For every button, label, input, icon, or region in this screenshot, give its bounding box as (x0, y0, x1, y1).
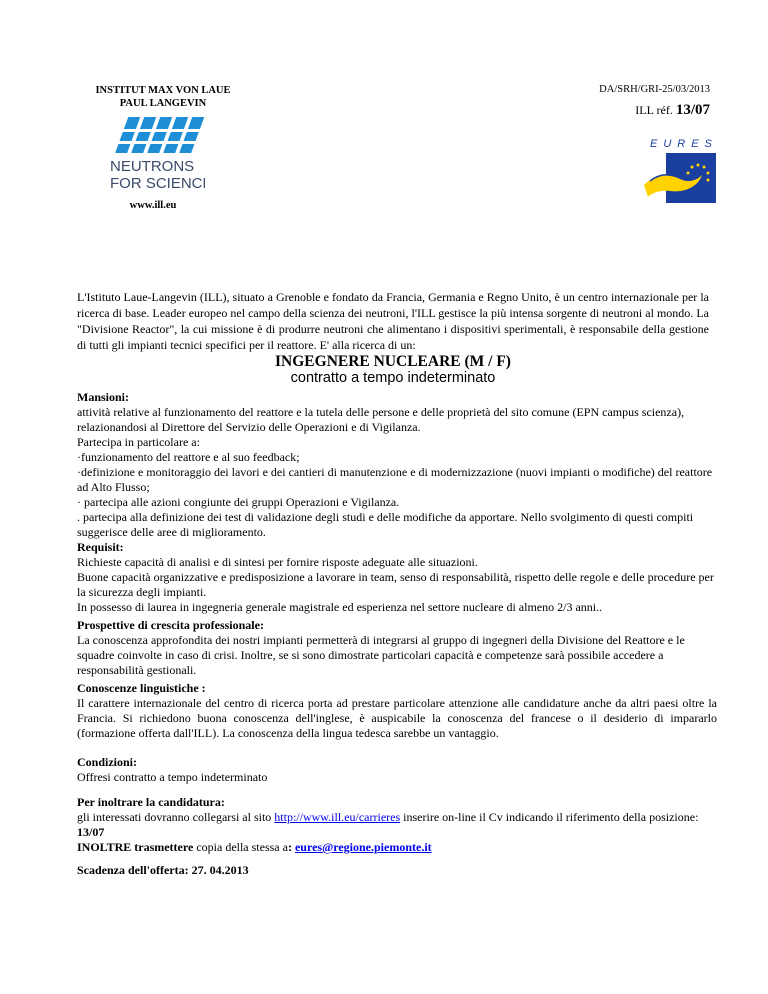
candidatura-text-after: inserire on-line il Cv indicando il riferimento della posizione: (400, 810, 699, 824)
mansioni-heading: Mansioni: (77, 390, 130, 404)
mansioni-line: ·funzionamento del reattore e al suo feedback; (77, 450, 300, 464)
send-copy-line (77, 840, 717, 855)
requisiti-line: Richieste capacità di analisi e di sintesi per fornire risposte adeguate alle situazioni. (77, 555, 478, 569)
requisiti-line: Buone capacità organizzative e predisposizione a lavorare in team, senso di responsabilità, rispetto delle regole e delle procedure per la sicurezza degli impianti. (77, 570, 714, 599)
careers-link[interactable]: http://www.ill.eu/carrieres (274, 810, 401, 824)
reference (560, 102, 710, 119)
eures-logo (640, 135, 720, 205)
also-text: copia della stessa a (193, 840, 288, 854)
website: www.ill.eu (129, 200, 177, 211)
job-title: INGEGNERE NUCLEARE (M / F) (275, 353, 511, 370)
position-ref: 13/07 (77, 825, 105, 839)
intro-paragraph: L'Istituto Laue-Langevin (ILL), situato a Grenoble e fondato da Francia, Germania e Regno Unito, è un centro internazionale per la ricerca di base. Leader europeo nel campo della scienza dei neutroni, l'ILL gestisce la più intensa sorgente di neutroni al mondo. La "Divisione Reactor", la cui missione è di produrre neutroni che alimentano i dispositivi sperimentali, è responsabile della gestione di tutti gli impianti tecnici specifici per il reattore. E' alla ricerca di un: (77, 290, 709, 352)
institute-name (88, 84, 238, 110)
requisiti-section (77, 540, 717, 615)
reference-label: ILL réf. (635, 103, 673, 117)
mansioni-section (77, 390, 717, 540)
prospettive-heading: Prospettive di crescita professionale: (77, 618, 264, 632)
mansioni-line: ·definizione e monitoraggio dei lavori e dei cantieri di manutenzione e di modernizzazione (nuovi impianti o modifiche) del reattore ad Alto Flusso; (77, 465, 713, 494)
prospettive-section (77, 618, 717, 678)
email-link[interactable]: eures@regione.piemonte.it (294, 840, 432, 854)
candidatura-heading: Per inoltrare la candidatura: (77, 795, 225, 809)
also-colon: : (287, 840, 295, 854)
prospettive-text: La conoscenza approfondita dei nostri impianti permetterà di integrarsi al gruppo di ingegneri della Divisione del Reattore e le squadre coinvolte in caso di crisi. Inoltre, se si sono dimostrate particolari capacità e competenze sarà possibile accedere a responsabilità gestionali. (77, 633, 685, 677)
contract-type: contratto a tempo indeterminato (290, 370, 496, 386)
institute-line-1: INSTITUT MAX VON LAUE (95, 85, 231, 96)
reference-number: 13/07 (675, 102, 710, 118)
mansioni-line: Partecipa in particolare a: (77, 435, 200, 449)
requisiti-heading: Requisit: (77, 540, 124, 554)
ill-logo (105, 115, 205, 193)
logo-text-1: NEUTRONS (110, 158, 195, 175)
deadline: Scadenza dell'offerta: 27. 04.2013 (77, 863, 249, 877)
institute-line-2: PAUL LANGEVIN (119, 98, 207, 109)
condizioni-heading: Condizioni: (77, 755, 138, 769)
condizioni-text: Offresi contratto a tempo indeterminato (77, 770, 268, 784)
lingue-heading: Conoscenze linguistiche : (77, 681, 206, 695)
requisiti-line: In possesso di laurea in ingegneria generale magistrale ed esperienza nel settore nucleare di almeno 2/3 anni.. (77, 600, 603, 614)
candidatura-section (77, 795, 717, 855)
also-bold: INOLTRE trasmettere (77, 840, 194, 854)
mansioni-line: · partecipa alle azioni congiunte dei gruppi Operazioni e Vigilanza. (77, 495, 400, 509)
eures-text: EURES (650, 138, 718, 150)
logo-text-2: FOR SCIENCE (110, 175, 205, 192)
candidatura-text-before: gli interessati dovranno collegarsi al sito (77, 810, 275, 824)
mansioni-line: . partecipa alla definizione dei test di validazione degli studi e delle modifiche da apportare. Nello svolgimento di questi compiti suggerisce delle aree di miglioramento. (77, 510, 694, 539)
lingue-text: Il carattere internazionale del centro di ricerca porta ad prestare particolare attenzione alle candidature anche da altri paesi oltre la Francia. Si richiedono buona conoscenza dell'inglese, è auspicabile la conoscenza del francese o il desiderio di impararlo (formazione offerta dall'ILL). La conoscenza della lingua tedesca sarebbe un vantaggio. (77, 696, 717, 740)
document-code: DA/SRH/GRI-25/03/2013 (599, 84, 710, 95)
candidatura-text (77, 810, 717, 840)
lingue-section (77, 681, 717, 741)
mansioni-line: attività relative al funzionamento del reattore e la tutela delle persone e delle proprietà del sito comune (EPN campus scienza), relazionandosi al Direttore del Servizio delle Operazioni e di Vigilanza. (77, 405, 685, 434)
condizioni-section (77, 755, 717, 785)
